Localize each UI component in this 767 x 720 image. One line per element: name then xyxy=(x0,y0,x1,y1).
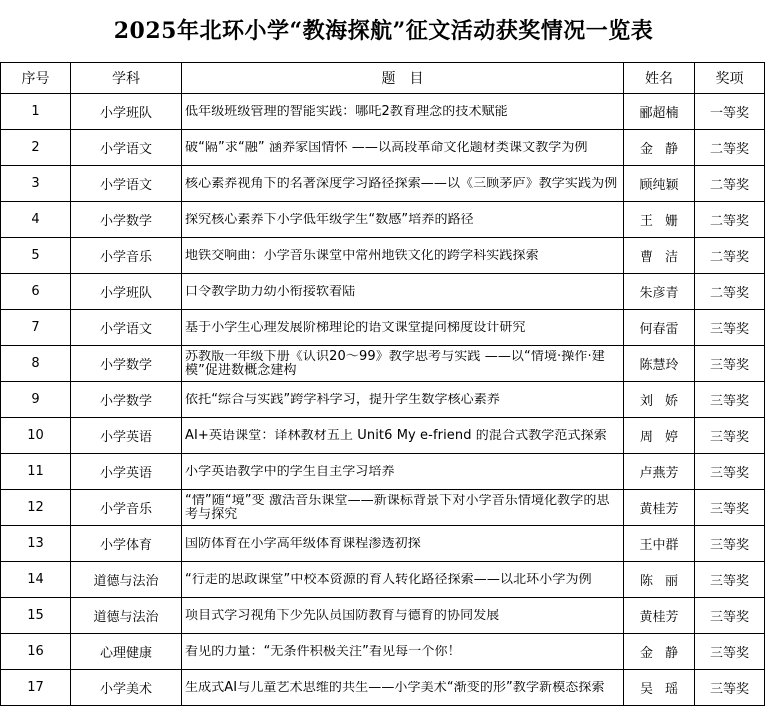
row-subject-text: 小学英语 xyxy=(99,466,152,481)
row-author xyxy=(624,274,695,310)
row-topic-text: “行走的思政课堂”中校本资源的育人转化路径探索——以北环小学为例 xyxy=(185,572,592,587)
row-number-text: 11 xyxy=(27,464,44,479)
table-row xyxy=(1,418,765,454)
row-number-text: 3 xyxy=(31,176,40,191)
row-subject-text: 小学数学 xyxy=(99,394,152,409)
row-author xyxy=(624,418,695,454)
row-author-text: 陈丽 xyxy=(639,574,690,589)
header-subject: 学科 xyxy=(71,63,182,94)
row-topic-text: 项目式学习视角下少先队员国防教育与德育的协同发展 xyxy=(185,608,500,623)
table-row xyxy=(1,274,765,310)
row-award-text: 三等奖 xyxy=(709,574,749,589)
row-author-text: 郦超楠 xyxy=(639,106,679,121)
row-subject xyxy=(71,166,182,202)
row-topic xyxy=(182,562,624,598)
row-number-text: 17 xyxy=(27,680,44,695)
row-topic xyxy=(182,490,624,526)
row-author xyxy=(624,202,695,238)
row-award-text: 三等奖 xyxy=(709,646,749,661)
row-number xyxy=(1,562,71,598)
row-number xyxy=(1,598,71,634)
row-topic xyxy=(182,454,624,490)
row-author-text: 朱彦青 xyxy=(639,286,679,301)
row-number xyxy=(1,526,71,562)
row-author xyxy=(624,310,695,346)
row-number-text: 7 xyxy=(31,320,40,335)
row-award-text: 三等奖 xyxy=(709,502,749,517)
row-number-text: 12 xyxy=(27,500,44,515)
row-number xyxy=(1,166,71,202)
table-row xyxy=(1,130,765,166)
row-award-text: 三等奖 xyxy=(709,610,749,625)
row-subject xyxy=(71,346,182,382)
row-award xyxy=(695,274,765,310)
row-author xyxy=(624,490,695,526)
table-row xyxy=(1,166,765,202)
row-subject-text: 小学语文 xyxy=(99,142,152,157)
row-subject xyxy=(71,130,182,166)
table-row xyxy=(1,490,765,526)
table-row xyxy=(1,562,765,598)
row-award xyxy=(695,238,765,274)
row-award-text: 三等奖 xyxy=(709,538,749,553)
row-subject-text: 小学数学 xyxy=(99,214,152,229)
header-award: 奖项 xyxy=(695,63,765,94)
row-award-text: 二等奖 xyxy=(709,286,749,301)
row-subject xyxy=(71,526,182,562)
row-award xyxy=(695,310,765,346)
row-award-text: 三等奖 xyxy=(709,466,749,481)
row-number-text: 2 xyxy=(31,140,40,155)
row-award xyxy=(695,670,765,706)
table-row xyxy=(1,238,765,274)
row-author-text: 周婷 xyxy=(639,430,690,445)
row-number xyxy=(1,202,71,238)
row-author-text: 陈慧玲 xyxy=(639,358,679,373)
row-topic-text: 基于小学生心理发展阶梯理论的语文课堂提问梯度设计研究 xyxy=(185,320,526,335)
row-author-text: 曹洁 xyxy=(639,250,690,265)
row-subject-text: 小学体育 xyxy=(99,538,152,553)
row-topic xyxy=(182,418,624,454)
row-author-text: 王中群 xyxy=(639,538,679,553)
table-row xyxy=(1,670,765,706)
row-author-text: 王姗 xyxy=(639,214,690,229)
table-row xyxy=(1,454,765,490)
row-award-text: 三等奖 xyxy=(709,358,749,373)
row-subject-text: 小学美术 xyxy=(99,682,152,697)
row-topic-text: 生成式AI与儿童艺术思维的共生——小学美术“渐变的形”教学新模态探索 xyxy=(185,680,605,695)
row-number xyxy=(1,94,71,130)
row-number xyxy=(1,634,71,670)
row-award xyxy=(695,490,765,526)
row-topic-text: 小学英语教学中的学生自主学习培养 xyxy=(185,464,395,479)
row-subject xyxy=(71,454,182,490)
row-number-text: 13 xyxy=(27,536,44,551)
row-topic xyxy=(182,382,624,418)
row-subject-text: 小学语文 xyxy=(99,178,152,193)
row-award-text: 二等奖 xyxy=(709,214,749,229)
row-number xyxy=(1,274,71,310)
row-author-text: 黄桂芳 xyxy=(639,502,679,517)
row-topic-text: 依托“综合与实践”跨学科学习，提升学生数学核心素养 xyxy=(185,392,500,407)
row-award xyxy=(695,562,765,598)
document-title: 2025年北环小学“教海探航”征文活动获奖情况一览表 xyxy=(113,18,654,44)
row-subject-text: 小学班队 xyxy=(99,286,152,301)
table-row xyxy=(1,202,765,238)
row-award-text: 二等奖 xyxy=(709,142,749,157)
row-number-text: 10 xyxy=(27,428,44,443)
row-subject xyxy=(71,490,182,526)
row-award xyxy=(695,454,765,490)
row-topic-text: “情”随“境”变 激活音乐课堂——新课标背景下对小学音乐情境化教学的思考与探究 xyxy=(185,493,610,522)
row-topic-text: 探究核心素养下小学低年级学生“数感”培养的路径 xyxy=(185,212,474,227)
table-row xyxy=(1,94,765,130)
row-award-text: 三等奖 xyxy=(709,394,749,409)
row-number-text: 9 xyxy=(31,392,40,407)
header-name: 姓名 xyxy=(624,63,695,94)
row-number-text: 16 xyxy=(27,644,44,659)
table-row xyxy=(1,598,765,634)
header-topic: 题 目 xyxy=(182,63,624,94)
row-award xyxy=(695,634,765,670)
row-author xyxy=(624,346,695,382)
row-subject-text: 小学英语 xyxy=(99,430,152,445)
row-topic xyxy=(182,634,624,670)
row-number xyxy=(1,670,71,706)
row-topic-text: 口令教学助力幼小衔接软着陆 xyxy=(185,284,356,299)
row-author xyxy=(624,562,695,598)
row-topic xyxy=(182,238,624,274)
row-subject xyxy=(71,238,182,274)
row-author xyxy=(624,382,695,418)
row-author xyxy=(624,598,695,634)
row-award-text: 三等奖 xyxy=(709,682,749,697)
row-author xyxy=(624,526,695,562)
row-author-text: 卢燕芳 xyxy=(639,466,679,481)
row-number xyxy=(1,346,71,382)
header-no: 序号 xyxy=(1,63,71,94)
row-award-text: 二等奖 xyxy=(709,250,749,265)
table-row xyxy=(1,526,765,562)
row-number xyxy=(1,238,71,274)
row-award-text: 三等奖 xyxy=(709,322,749,337)
row-subject xyxy=(71,634,182,670)
row-topic xyxy=(182,526,624,562)
row-award xyxy=(695,598,765,634)
row-number xyxy=(1,490,71,526)
row-topic xyxy=(182,346,624,382)
row-author-text: 金静 xyxy=(639,142,690,157)
row-topic xyxy=(182,202,624,238)
row-number-text: 15 xyxy=(27,608,44,623)
row-award xyxy=(695,526,765,562)
row-subject-text: 道德与法治 xyxy=(93,574,159,589)
row-award xyxy=(695,202,765,238)
row-topic xyxy=(182,274,624,310)
row-subject xyxy=(71,94,182,130)
row-number xyxy=(1,382,71,418)
row-author-text: 金静 xyxy=(639,646,690,661)
row-number-text: 1 xyxy=(31,104,40,119)
row-author-text: 刘娇 xyxy=(639,394,690,409)
row-subject-text: 小学数学 xyxy=(99,358,152,373)
header-row xyxy=(1,63,765,94)
row-subject xyxy=(71,382,182,418)
row-subject-text: 小学音乐 xyxy=(99,502,152,517)
row-number xyxy=(1,310,71,346)
row-number-text: 4 xyxy=(31,212,40,227)
row-topic xyxy=(182,670,624,706)
row-subject xyxy=(71,598,182,634)
row-number xyxy=(1,454,71,490)
row-award xyxy=(695,418,765,454)
row-subject xyxy=(71,670,182,706)
row-number-text: 5 xyxy=(31,248,40,263)
row-number xyxy=(1,130,71,166)
row-topic-text: AI+英语课堂：译林教材五上 Unit6 My e-friend 的混合式教学范式探索 xyxy=(185,428,607,443)
row-topic-text: 核心素养视角下的名著深度学习路径探索——以《三顾茅庐》教学实践为例 xyxy=(185,176,618,191)
row-topic xyxy=(182,598,624,634)
row-author xyxy=(624,130,695,166)
table-body xyxy=(1,94,765,706)
row-topic xyxy=(182,166,624,202)
row-topic-text: 苏教版一年级下册《认识20～99》教学思考与实践 ——以“情境·操作·建模”促进数概念建构 xyxy=(185,349,605,378)
row-topic-text: 低年级班级管理的智能实践：哪吒2教育理念的技术赋能 xyxy=(185,104,508,119)
table-row xyxy=(1,310,765,346)
row-subject xyxy=(71,202,182,238)
row-subject-text: 小学语文 xyxy=(99,322,152,337)
row-author xyxy=(624,634,695,670)
row-topic-text: 地铁交响曲：小学音乐课堂中常州地铁文化的跨学科实践探索 xyxy=(185,248,539,263)
row-author xyxy=(624,238,695,274)
row-author xyxy=(624,454,695,490)
row-author-text: 顾纯颖 xyxy=(639,178,679,193)
row-number xyxy=(1,418,71,454)
row-author xyxy=(624,166,695,202)
row-award xyxy=(695,130,765,166)
row-award xyxy=(695,94,765,130)
row-award-text: 三等奖 xyxy=(709,430,749,445)
row-subject-text: 心理健康 xyxy=(99,646,152,661)
row-award xyxy=(695,166,765,202)
row-subject-text: 小学班队 xyxy=(99,106,152,121)
table-row xyxy=(1,382,765,418)
row-topic xyxy=(182,130,624,166)
row-award xyxy=(695,382,765,418)
row-number-text: 8 xyxy=(31,356,40,371)
row-subject xyxy=(71,310,182,346)
row-author xyxy=(624,670,695,706)
row-author-text: 黄桂芳 xyxy=(639,610,679,625)
row-author-text: 何春雷 xyxy=(639,322,679,337)
row-number-text: 14 xyxy=(27,572,44,587)
row-award xyxy=(695,346,765,382)
row-author xyxy=(624,94,695,130)
row-topic-text: 国防体育在小学高年级体育课程渗透初探 xyxy=(185,536,421,551)
row-award-text: 一等奖 xyxy=(709,106,749,121)
awards-table xyxy=(0,62,765,706)
row-author-text: 吴瑶 xyxy=(639,682,690,697)
table-row xyxy=(1,634,765,670)
row-topic-text: 破“隔”求“融” 涵养家国情怀 ——以高段革命文化题材类课文教学为例 xyxy=(185,140,588,155)
row-topic-text: 看见的力量：“无条件积极关注”看见每一个你！ xyxy=(185,644,461,659)
row-award-text: 二等奖 xyxy=(709,178,749,193)
row-subject xyxy=(71,562,182,598)
row-subject xyxy=(71,418,182,454)
row-topic xyxy=(182,310,624,346)
table-row xyxy=(1,346,765,382)
row-subject xyxy=(71,274,182,310)
row-subject-text: 小学音乐 xyxy=(99,250,152,265)
row-subject-text: 道德与法治 xyxy=(93,610,159,625)
row-topic xyxy=(182,94,624,130)
row-number-text: 6 xyxy=(31,284,40,299)
